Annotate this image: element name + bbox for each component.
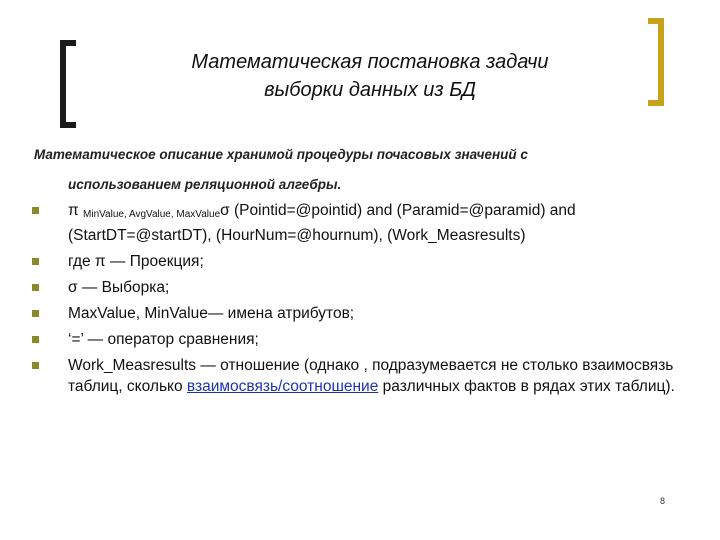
bullet-text-before: Work_Measresults — отношение (однако , подразумевается не столько взаимосвязь таблиц, сколько xyxy=(68,357,674,395)
square-bullet-icon xyxy=(32,336,39,343)
slide-title xyxy=(110,48,630,104)
title-line-1: Математическая постановка задачи xyxy=(191,51,549,73)
formula-text: (Pointid=@pointid) and (Paramid=@paramid) and (StartDT=@startDT), (HourNum=@hournum), (Work_Measresults) xyxy=(68,202,576,244)
bullet-text: где π — Проекция; xyxy=(68,253,204,270)
bullet-item-projection xyxy=(32,251,692,272)
intro-line-1: Математическое описание хранимой процедуры почасовых значений с xyxy=(34,147,528,162)
square-bullet-icon xyxy=(32,310,39,317)
projection-attributes: MinValue, AvgValue, MaxValue xyxy=(83,209,221,220)
bullet-list xyxy=(32,200,692,402)
right-bracket-decoration xyxy=(648,18,664,106)
bullet-text: MaxValue, MinValue— имена атрибутов; xyxy=(68,305,355,322)
bullet-text-after: различных фактов в рядах этих таблиц). xyxy=(378,378,675,395)
bullet-item-attributes xyxy=(32,303,692,324)
title-line-2: выборки данных из БД xyxy=(264,79,476,101)
bullet-item-formula xyxy=(32,200,692,246)
relation-link[interactable]: взаимосвязь/соотношение xyxy=(186,378,379,395)
bullet-item-selection xyxy=(32,277,692,298)
bullet-item-relation xyxy=(32,355,692,397)
left-bracket-decoration xyxy=(60,40,76,128)
bullet-text: σ — Выборка; xyxy=(68,279,170,296)
square-bullet-icon xyxy=(32,207,39,214)
square-bullet-icon xyxy=(32,284,39,291)
bullet-item-operator xyxy=(32,329,692,350)
sigma-symbol: σ xyxy=(220,202,230,219)
square-bullet-icon xyxy=(32,362,39,369)
page-number: 8 xyxy=(660,496,666,506)
pi-symbol: π xyxy=(68,202,84,219)
bullet-text: ‘=’ — оператор сравнения; xyxy=(68,331,259,348)
intro-line-2: использованием реляционной алгебры. xyxy=(68,177,342,192)
square-bullet-icon xyxy=(32,258,39,265)
